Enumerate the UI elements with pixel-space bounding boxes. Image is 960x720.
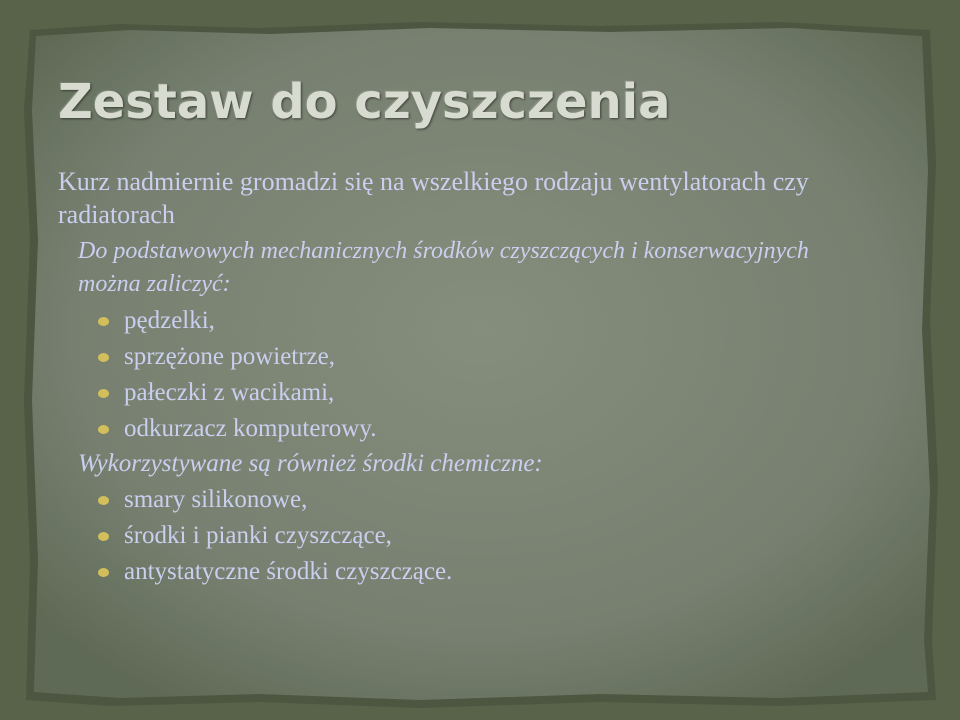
slide-body bbox=[58, 165, 858, 590]
slide-title: Zestaw do czyszczenia bbox=[58, 74, 671, 130]
bullet-icon bbox=[98, 496, 109, 505]
list-item bbox=[98, 339, 858, 375]
list-item-text: środki i pianki czyszczące, bbox=[124, 522, 392, 549]
bullet-icon bbox=[98, 389, 109, 398]
mechanical-list bbox=[98, 303, 858, 447]
list-item-text: pałeczki z wacikami, bbox=[124, 379, 335, 406]
list-item bbox=[98, 375, 858, 411]
list-item bbox=[98, 303, 858, 339]
bullet-icon bbox=[98, 353, 109, 362]
chemical-list bbox=[98, 482, 858, 590]
bullet-icon bbox=[98, 568, 109, 577]
list-item bbox=[98, 554, 858, 590]
mechanical-heading: Do podstawowych mechanicznych środków czyszczących i konserwacyjnych można zaliczyć: bbox=[78, 238, 809, 297]
chemical-heading: Wykorzystywane są również środki chemiczne: bbox=[78, 450, 543, 477]
list-item bbox=[98, 411, 858, 447]
list-item bbox=[98, 482, 858, 518]
bullet-icon bbox=[98, 317, 109, 326]
list-item-text: sprzężone powietrze, bbox=[124, 343, 335, 370]
list-item-text: antystatyczne środki czyszczące. bbox=[124, 558, 453, 585]
lead-paragraph: Kurz nadmiernie gromadzi się na wszelkiego rodzaju wentylatorach czy radiatorach bbox=[58, 167, 809, 229]
list-item bbox=[98, 518, 858, 554]
bullet-icon bbox=[98, 532, 109, 541]
bullet-icon bbox=[98, 425, 109, 434]
list-item-text: odkurzacz komputerowy. bbox=[124, 415, 377, 442]
list-item-text: smary silikonowe, bbox=[124, 486, 308, 513]
list-item-text: pędzelki, bbox=[124, 307, 215, 334]
